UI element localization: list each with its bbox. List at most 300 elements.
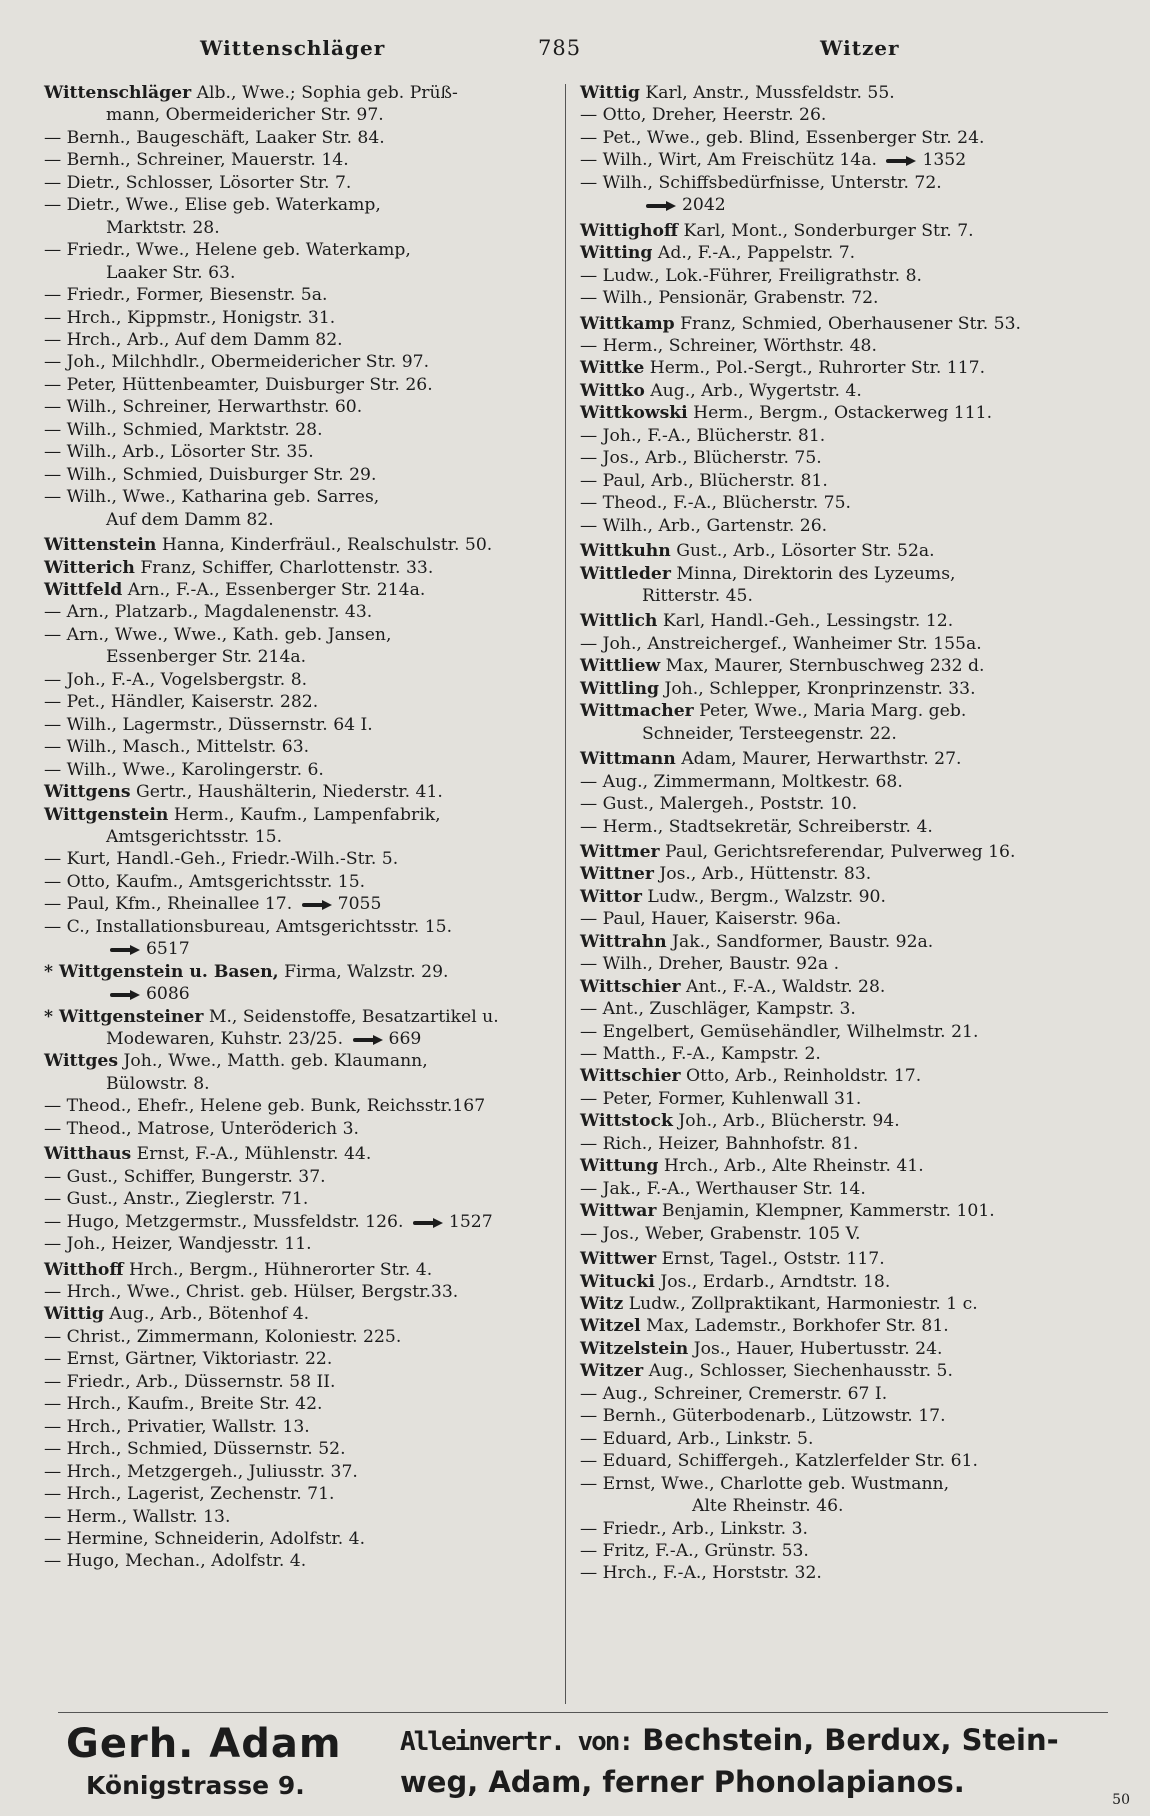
telephone-icon — [413, 1218, 443, 1227]
entry-details: — Peter, Hüttenbeamter, Duisburger Str. 26. — [44, 374, 433, 395]
entry-details: — Hugo, Metzgermstr., Mussfeldstr. 126. — [44, 1211, 404, 1232]
directory-entry — [580, 633, 1100, 655]
directory-entry — [580, 220, 1100, 242]
entry-continuation: Laaker Str. 63. — [106, 262, 236, 283]
entry-details: — Paul, Arb., Blücherstr. 81. — [580, 470, 828, 491]
entry-details: — Friedr., Former, Biesenstr. 5a. — [44, 285, 328, 306]
entry-surname: Wittfeld — [44, 579, 123, 600]
phone-number: 6517 — [146, 939, 190, 960]
directory-entry — [580, 540, 1100, 562]
entry-surname: Wittkowski — [580, 403, 688, 424]
directory-entry — [580, 1562, 1100, 1584]
entry-details: — Engelbert, Gemüsehändler, Wilhelmstr. 21. — [580, 1021, 979, 1042]
entry-details: — Joh., Milchhdlr., Obermeidericher Str. 97. — [44, 352, 430, 373]
directory-entry — [580, 908, 1100, 930]
entry-details: Ernst, F.-A., Mühlenstr. 44. — [131, 1144, 372, 1165]
directory-entry — [580, 515, 1100, 537]
left-column — [44, 82, 558, 1573]
column-divider — [565, 84, 566, 1704]
directory-entry — [580, 998, 1100, 1020]
entry-details: — Aug., Schreiner, Cremerstr. 67 I. — [580, 1383, 888, 1404]
directory-entry — [580, 335, 1100, 357]
entry-details: Karl, Handl.-Geh., Lessingstr. 12. — [657, 611, 954, 632]
phone-number: 1352 — [922, 150, 967, 171]
entry-continuation-phone — [580, 194, 1100, 216]
entry-details: — Herm., Wallstr. 13. — [44, 1506, 231, 1527]
directory-entry — [580, 492, 1100, 514]
entry-details: — Ludw., Lok.-Führer, Freiligrathstr. 8. — [580, 265, 922, 286]
directory-entry — [580, 1088, 1100, 1110]
entry-details: — Herm., Stadtsekretär, Schreiberstr. 4. — [580, 816, 933, 837]
directory-entry — [44, 1326, 558, 1348]
entry-details: Max, Lademstr., Borkhofer Str. 81. — [640, 1316, 949, 1337]
directory-entry — [580, 1540, 1100, 1562]
directory-entry — [580, 1450, 1100, 1472]
entry-surname: * Wittgenstein u. Basen, — [44, 961, 279, 982]
entry-details: — Wilh., Wirt, Am Freischütz 14a. — [580, 150, 877, 171]
directory-entry — [580, 816, 1100, 838]
entry-details: — Jos., Weber, Grabenstr. 105 V. — [580, 1223, 861, 1244]
entry-details: Gust., Arb., Lösorter Str. 52a. — [670, 541, 935, 562]
entry-details: Karl, Anstr., Mussfeldstr. 55. — [639, 83, 895, 103]
directory-entry — [44, 486, 558, 508]
directory-entry — [580, 313, 1100, 335]
directory-entry — [44, 374, 558, 396]
entry-details: — Theod., Matrose, Unteröderich 3. — [44, 1118, 359, 1139]
entry-details: — Hrch., Wwe., Christ. geb. Hülser, Bergstr.33. — [44, 1282, 459, 1303]
entry-details: M., Seidenstoffe, Besatzartikel u. — [203, 1006, 499, 1027]
entry-details: Ernst, Tagel., Oststr. 117. — [656, 1249, 885, 1270]
entry-details: — Wilh., Schmied, Duisburger Str. 29. — [44, 464, 377, 485]
entry-details: Jos., Arb., Hüttenstr. 83. — [653, 864, 872, 885]
header-left-keyword: Wittenschläger — [200, 36, 386, 60]
directory-entry — [44, 464, 558, 486]
entry-details: — Hermine, Schneiderin, Adolfstr. 4. — [44, 1529, 366, 1549]
entry-surname: Witucki — [580, 1271, 655, 1292]
directory-entry — [580, 1200, 1100, 1222]
entry-details: — Wilh., Wwe., Katharina geb. Sarres, — [44, 487, 380, 508]
telephone-icon — [302, 900, 332, 909]
directory-entry — [580, 1518, 1100, 1540]
entry-details: — Herm., Schreiner, Wörthstr. 48. — [580, 335, 877, 356]
entry-details: — Friedr., Arb., Linkstr. 3. — [580, 1518, 808, 1539]
phone-number: 2042 — [682, 195, 726, 216]
directory-entry — [580, 886, 1100, 908]
entry-continuation: mann, Obermeidericher Str. 97. — [106, 105, 384, 126]
entry-details: Herm., Pol.-Sergt., Ruhrorter Str. 117. — [644, 358, 986, 379]
entry-details: — Dietr., Schlosser, Lösorter Str. 7. — [44, 172, 352, 193]
entry-details: — Hrch., Metzgergeh., Juliusstr. 37. — [44, 1461, 358, 1482]
entry-details: Jos., Hauer, Hubertusstr. 24. — [688, 1338, 943, 1359]
directory-entry — [44, 1348, 558, 1370]
directory-entry — [44, 624, 558, 646]
telephone-icon — [646, 201, 676, 210]
entry-details: — Theod., Ehefr., Helene geb. Bunk, Reichsstr.167 — [44, 1096, 486, 1117]
entry-surname: Wittner — [580, 864, 654, 885]
entry-details: Ad., F.-A., Pappelstr. 7. — [652, 243, 856, 264]
directory-entry — [44, 1281, 558, 1303]
entry-details: — Wilh., Pensionär, Grabenstr. 72. — [580, 288, 879, 309]
directory-entry — [44, 1393, 558, 1415]
directory-entry — [580, 563, 1100, 585]
entry-surname: Wittling — [580, 678, 659, 699]
entry-surname: Wittwar — [580, 1201, 657, 1222]
entry-surname: Wittmacher — [580, 701, 694, 722]
directory-entry — [580, 863, 1100, 885]
directory-entry — [580, 1428, 1100, 1450]
entry-continuation: Bülowstr. 8. — [106, 1073, 210, 1094]
directory-entry — [44, 1259, 558, 1281]
entry-details: Peter, Wwe., Maria Marg. geb. — [693, 701, 967, 722]
entry-details: — Friedr., Wwe., Helene geb. Waterkamp, — [44, 240, 411, 261]
directory-entry — [580, 425, 1100, 447]
entry-details: Firma, Walzstr. 29. — [278, 961, 449, 982]
entry-details: Max, Maurer, Sternbuschweg 232 d. — [660, 656, 985, 677]
directory-entry — [44, 714, 558, 736]
directory-entry — [44, 961, 558, 983]
directory-entry — [44, 329, 558, 351]
entry-details: Alb., Wwe.; Sophia geb. Prüß- — [191, 83, 458, 103]
directory-entry — [580, 1338, 1100, 1360]
entry-details: — C., Installationsbureau, Amtsgerichtsstr. 15. — [44, 916, 453, 937]
directory-entry — [44, 579, 558, 601]
entry-continuation: Schneider, Tersteegenstr. 22. — [642, 723, 897, 744]
entry-details: Aug., Arb., Bötenhof 4. — [103, 1304, 310, 1325]
page-number: 785 — [538, 36, 582, 60]
directory-entry — [580, 380, 1100, 402]
directory-entry — [580, 1315, 1100, 1337]
entry-details: — Ernst, Wwe., Charlotte geb. Wustmann, — [580, 1473, 950, 1494]
entry-details: — Wilh., Arb., Gartenstr. 26. — [580, 515, 828, 536]
directory-entry — [44, 1118, 558, 1140]
entry-details: Franz, Schmied, Oberhausener Str. 53. — [674, 313, 1021, 334]
entry-details: Hrch., Arb., Alte Rheinstr. 41. — [658, 1156, 924, 1177]
entry-details: — Eduard, Arb., Linkstr. 5. — [580, 1428, 814, 1449]
entry-details: — Jos., Arb., Blücherstr. 75. — [580, 448, 822, 469]
directory-entry — [580, 748, 1100, 770]
directory-entry — [580, 771, 1100, 793]
directory-entry — [44, 307, 558, 329]
directory-entry — [580, 1133, 1100, 1155]
entry-details: — Joh., Heizer, Wandjesstr. 11. — [44, 1234, 312, 1255]
directory-entry — [44, 1095, 558, 1117]
entry-details: — Friedr., Arb., Düssernstr. 58 II. — [44, 1371, 336, 1392]
directory-entry — [580, 678, 1100, 700]
directory-entry — [580, 931, 1100, 953]
entry-details: Ant., F.-A., Waldstr. 28. — [680, 976, 886, 997]
telephone-icon — [353, 1035, 383, 1044]
advertisement — [58, 1712, 1108, 1803]
directory-entry — [44, 1528, 558, 1550]
directory-entry — [44, 557, 558, 579]
directory-entry — [580, 1271, 1100, 1293]
entry-surname: Wittig — [580, 83, 640, 103]
directory-entry — [580, 149, 1100, 171]
entry-details: — Otto, Kaufm., Amtsgerichtsstr. 15. — [44, 871, 366, 892]
entry-details: Aug., Schlosser, Siechenhausstr. 5. — [643, 1361, 953, 1382]
directory-entry — [580, 1021, 1100, 1043]
phone-number: 7055 — [337, 894, 382, 915]
entry-details: Aug., Arb., Wygertstr. 4. — [644, 380, 862, 401]
entry-details: — Arn., Platzarb., Magdalenenstr. 43. — [44, 602, 373, 623]
directory-entry — [580, 447, 1100, 469]
entry-surname: Wittrahn — [580, 931, 667, 952]
entry-details: — Gust., Anstr., Zieglerstr. 71. — [44, 1189, 309, 1210]
directory-entry — [44, 1143, 558, 1165]
entry-details: — Dietr., Wwe., Elise geb. Waterkamp, — [44, 195, 381, 216]
telephone-icon — [110, 945, 140, 954]
directory-entry — [580, 265, 1100, 287]
directory-entry — [44, 759, 558, 781]
entry-details: — Hrch., Kaufm., Breite Str. 42. — [44, 1394, 323, 1415]
entry-details: Hanna, Kinderfräul., Realschulstr. 50. — [156, 535, 493, 556]
entry-details: — Bernh., Schreiner, Mauerstr. 14. — [44, 150, 349, 171]
entry-details: Joh., Arb., Blücherstr. 94. — [672, 1111, 900, 1132]
entry-continuation: Auf dem Damm 82. — [106, 509, 274, 530]
entry-details: — Fritz, F.-A., Grünstr. 53. — [580, 1541, 809, 1561]
entry-surname: Wittleder — [580, 563, 671, 584]
directory-entry — [580, 287, 1100, 309]
entry-surname: Wittgenstein — [44, 804, 169, 825]
directory-entry — [44, 1050, 558, 1072]
directory-entry — [580, 82, 1100, 104]
directory-entry — [44, 916, 558, 938]
entry-surname: Wittschier — [580, 976, 681, 997]
entry-details: — Joh., Anstreichergef., Wanheimer Str. 155a. — [580, 633, 982, 654]
entry-surname: Wittung — [580, 1156, 659, 1177]
entry-details: Franz, Schiffer, Charlottenstr. 33. — [134, 557, 434, 578]
entry-continuation: Alte Rheinstr. 46. — [692, 1496, 844, 1517]
entry-continuation: Ritterstr. 45. — [642, 585, 753, 606]
entry-surname: Wittmer — [580, 841, 660, 862]
directory-entry — [580, 127, 1100, 149]
entry-details: — Wilh., Schiffsbedürfnisse, Unterstr. 72. — [580, 172, 942, 193]
directory-entry — [580, 610, 1100, 632]
entry-surname: Wittlich — [580, 611, 658, 632]
entry-details: — Hrch., Arb., Auf dem Damm 82. — [44, 329, 343, 350]
directory-entry — [580, 1473, 1100, 1495]
directory-entry — [44, 691, 558, 713]
entry-details: — Kurt, Handl.-Geh., Friedr.-Wilh.-Str. 5. — [44, 849, 399, 870]
entry-details: Adam, Maurer, Herwarthstr. 27. — [675, 749, 962, 770]
directory-entry — [44, 736, 558, 758]
directory-entry — [580, 1405, 1100, 1427]
entry-details: — Joh., F.-A., Blücherstr. 81. — [580, 425, 826, 446]
directory-entry — [44, 1006, 558, 1028]
entry-details: Hrch., Bergm., Hühnerorter Str. 4. — [123, 1259, 433, 1280]
header-right-keyword: Witzer — [820, 36, 900, 60]
entry-details: Joh., Wwe., Matth. geb. Klaumann, — [118, 1051, 428, 1072]
entry-details: Gertr., Haushälterin, Niederstr. 41. — [130, 782, 443, 803]
entry-surname: Wittliew — [580, 656, 661, 677]
entry-surname: Wittwer — [580, 1249, 657, 1270]
entry-details: Ludw., Bergm., Walzstr. 90. — [641, 886, 886, 907]
directory-entry — [44, 1233, 558, 1255]
directory-entry — [44, 127, 558, 149]
directory-entry — [580, 1178, 1100, 1200]
directory-entry — [44, 871, 558, 893]
entry-details: — Rich., Heizer, Bahnhofstr. 81. — [580, 1133, 859, 1154]
entry-details: — Wilh., Lagermstr., Düssernstr. 64 I. — [44, 714, 373, 735]
directory-entry — [44, 194, 558, 216]
signature-mark: 50 — [1112, 1792, 1130, 1808]
entry-surname: Wittschier — [580, 1066, 681, 1087]
entry-details: — Wilh., Wwe., Karolingerstr. 6. — [44, 759, 324, 780]
entry-details: Jak., Sandformer, Baustr. 92a. — [666, 931, 934, 952]
entry-surname: Wittor — [580, 886, 642, 907]
ad-line-2: weg, Adam, ferner Phonolapianos. — [400, 1765, 965, 1799]
directory-entry — [580, 1110, 1100, 1132]
entry-surname: Witthoff — [44, 1259, 124, 1280]
phone-number: 669 — [388, 1029, 422, 1050]
entry-surname: Wittenschläger — [44, 83, 192, 103]
directory-entry — [580, 357, 1100, 379]
directory-entry — [44, 1188, 558, 1210]
directory-entry — [44, 1461, 558, 1483]
directory-entry — [44, 239, 558, 261]
directory-entry — [580, 953, 1100, 975]
directory-entry — [44, 351, 558, 373]
entry-details: — Arn., Wwe., Wwe., Kath. geb. Jansen, — [44, 624, 392, 645]
directory-entry — [44, 1303, 558, 1325]
directory-entry — [44, 804, 558, 826]
directory-entry — [580, 793, 1100, 815]
entry-details: — Wilh., Arb., Lösorter Str. 35. — [44, 442, 314, 463]
directory-entry — [580, 104, 1100, 126]
directory-entry — [44, 1483, 558, 1505]
directory-entry — [44, 1371, 558, 1393]
entry-details: Arn., F.-A., Essenberger Str. 214a. — [122, 579, 426, 600]
entry-details: — Jak., F.-A., Werthauser Str. 14. — [580, 1178, 866, 1199]
entry-continuation: Essenberger Str. 214a. — [106, 647, 307, 668]
entry-details: — Christ., Zimmermann, Koloniestr. 225. — [44, 1326, 402, 1347]
entry-surname: Wittke — [580, 358, 645, 379]
entry-continuation: Modewaren, Kuhstr. 23/25. 669 — [106, 1029, 422, 1050]
entry-details: Otto, Arb., Reinholdstr. 17. — [680, 1066, 922, 1087]
directory-entry — [580, 1293, 1100, 1315]
right-column — [580, 82, 1100, 1585]
entry-details: — Hrch., Schmied, Düssernstr. 52. — [44, 1439, 346, 1460]
ad-company-name: Gerh. Adam — [66, 1721, 342, 1767]
directory-entry — [580, 402, 1100, 424]
entry-continuation-phone — [44, 938, 558, 960]
ad-line-1 — [400, 1723, 1059, 1757]
entry-surname: Witzer — [580, 1361, 644, 1382]
entry-details: Herm., Kaufm., Lampenfabrik, — [168, 804, 441, 825]
directory-entry — [44, 1550, 558, 1572]
entry-surname: Witz — [580, 1294, 624, 1315]
entry-details: — Hrch., Lagerist, Zechenstr. 71. — [44, 1484, 335, 1505]
directory-entry — [44, 1166, 558, 1188]
directory-entry — [44, 172, 558, 194]
directory-entry — [44, 601, 558, 623]
entry-details: — Matth., F.-A., Kampstr. 2. — [580, 1044, 821, 1065]
directory-entry — [580, 1043, 1100, 1065]
entry-surname: Wittkamp — [580, 313, 675, 334]
entry-surname: Wittstock — [580, 1111, 673, 1132]
entry-surname: Wittges — [44, 1051, 119, 1072]
entry-details: Karl, Mont., Sonderburger Str. 7. — [678, 220, 974, 241]
directory-entry — [44, 396, 558, 418]
entry-details: — Otto, Dreher, Heerstr. 26. — [580, 105, 827, 126]
entry-details: — Peter, Former, Kuhlenwall 31. — [580, 1088, 862, 1109]
directory-entry — [44, 781, 558, 803]
entry-details: — Eduard, Schiffergeh., Katzlerfelder Str. 61. — [580, 1451, 978, 1472]
entry-surname: Wittko — [580, 380, 645, 401]
entry-details: — Wilh., Schreiner, Herwarthstr. 60. — [44, 397, 363, 418]
directory-entry — [44, 848, 558, 870]
entry-details: — Gust., Schiffer, Bungerstr. 37. — [44, 1166, 326, 1187]
directory-entry — [44, 419, 558, 441]
entry-details: — Hrch., F.-A., Horststr. 32. — [580, 1563, 822, 1584]
entry-details: — Wilh., Dreher, Baustr. 92a . — [580, 954, 840, 975]
entry-details: Ludw., Zollpraktikant, Harmoniestr. 1 c. — [623, 1294, 978, 1315]
directory-entry — [44, 82, 558, 104]
entry-surname: Witterich — [44, 557, 135, 578]
entry-details: — Aug., Zimmermann, Moltkestr. 68. — [580, 771, 903, 792]
directory-entry — [580, 1223, 1100, 1245]
directory-entry — [44, 1211, 558, 1233]
entry-surname: * Wittgensteiner — [44, 1006, 204, 1027]
entry-details: — Ant., Zuschläger, Kampstr. 3. — [580, 999, 856, 1020]
directory-entry — [580, 1065, 1100, 1087]
entry-details: — Wilh., Schmied, Marktstr. 28. — [44, 419, 323, 440]
entry-surname: Witzelstein — [580, 1338, 689, 1359]
entry-details: — Hugo, Mechan., Adolfstr. 4. — [44, 1551, 307, 1572]
ad-line-1-rest: Bechstein, Berdux, Stein- — [632, 1723, 1059, 1757]
directory-entry — [580, 1360, 1100, 1382]
directory-entry — [580, 841, 1100, 863]
entry-surname: Wittkuhn — [580, 541, 671, 562]
directory-entry — [580, 976, 1100, 998]
directory-entry — [580, 700, 1100, 722]
entry-details: — Paul, Kfm., Rheinallee 17. — [44, 894, 293, 915]
entry-details: — Bernh., Baugeschäft, Laaker Str. 84. — [44, 127, 385, 148]
ad-address: Königstrasse 9. — [86, 1771, 305, 1800]
entry-details: Paul, Gerichtsreferendar, Pulverweg 16. — [659, 841, 1016, 862]
entry-details: Benjamin, Klempner, Kammerstr. 101. — [656, 1201, 995, 1222]
entry-details: — Joh., F.-A., Vogelsbergstr. 8. — [44, 669, 308, 690]
directory-entry — [44, 893, 558, 915]
telephone-icon — [886, 156, 916, 165]
directory-entry — [580, 655, 1100, 677]
directory-entry — [44, 534, 558, 556]
entry-details: — Hrch., Privatier, Wallstr. 13. — [44, 1416, 310, 1437]
entry-surname: Witzel — [580, 1316, 641, 1337]
entry-continuation-phone — [44, 983, 558, 1005]
entry-details: Minna, Direktorin des Lyzeums, — [670, 563, 956, 584]
directory-entry — [44, 1506, 558, 1528]
entry-details: — Wilh., Masch., Mittelstr. 63. — [44, 737, 310, 758]
directory-entry — [44, 441, 558, 463]
entry-details: — Gust., Malergeh., Poststr. 10. — [580, 794, 858, 815]
directory-entry — [580, 1155, 1100, 1177]
entry-details: — Pet., Wwe., geb. Blind, Essenberger Str. 24. — [580, 127, 985, 148]
directory-entry — [580, 242, 1100, 264]
directory-entry — [44, 149, 558, 171]
directory-entry — [44, 284, 558, 306]
telephone-icon — [110, 990, 140, 999]
entry-continuation: Amtsgerichtsstr. 15. — [106, 826, 283, 847]
entry-surname: Wittmann — [580, 749, 676, 770]
entry-details: Herm., Bergm., Ostackerweg 111. — [687, 403, 993, 424]
directory-entry — [44, 669, 558, 691]
directory-entry — [580, 1383, 1100, 1405]
phone-number: 6086 — [146, 984, 190, 1005]
entry-details: — Paul, Hauer, Kaiserstr. 96a. — [580, 909, 842, 930]
entry-details: Joh., Schlepper, Kronprinzenstr. 33. — [658, 678, 976, 699]
directory-entry — [44, 1416, 558, 1438]
